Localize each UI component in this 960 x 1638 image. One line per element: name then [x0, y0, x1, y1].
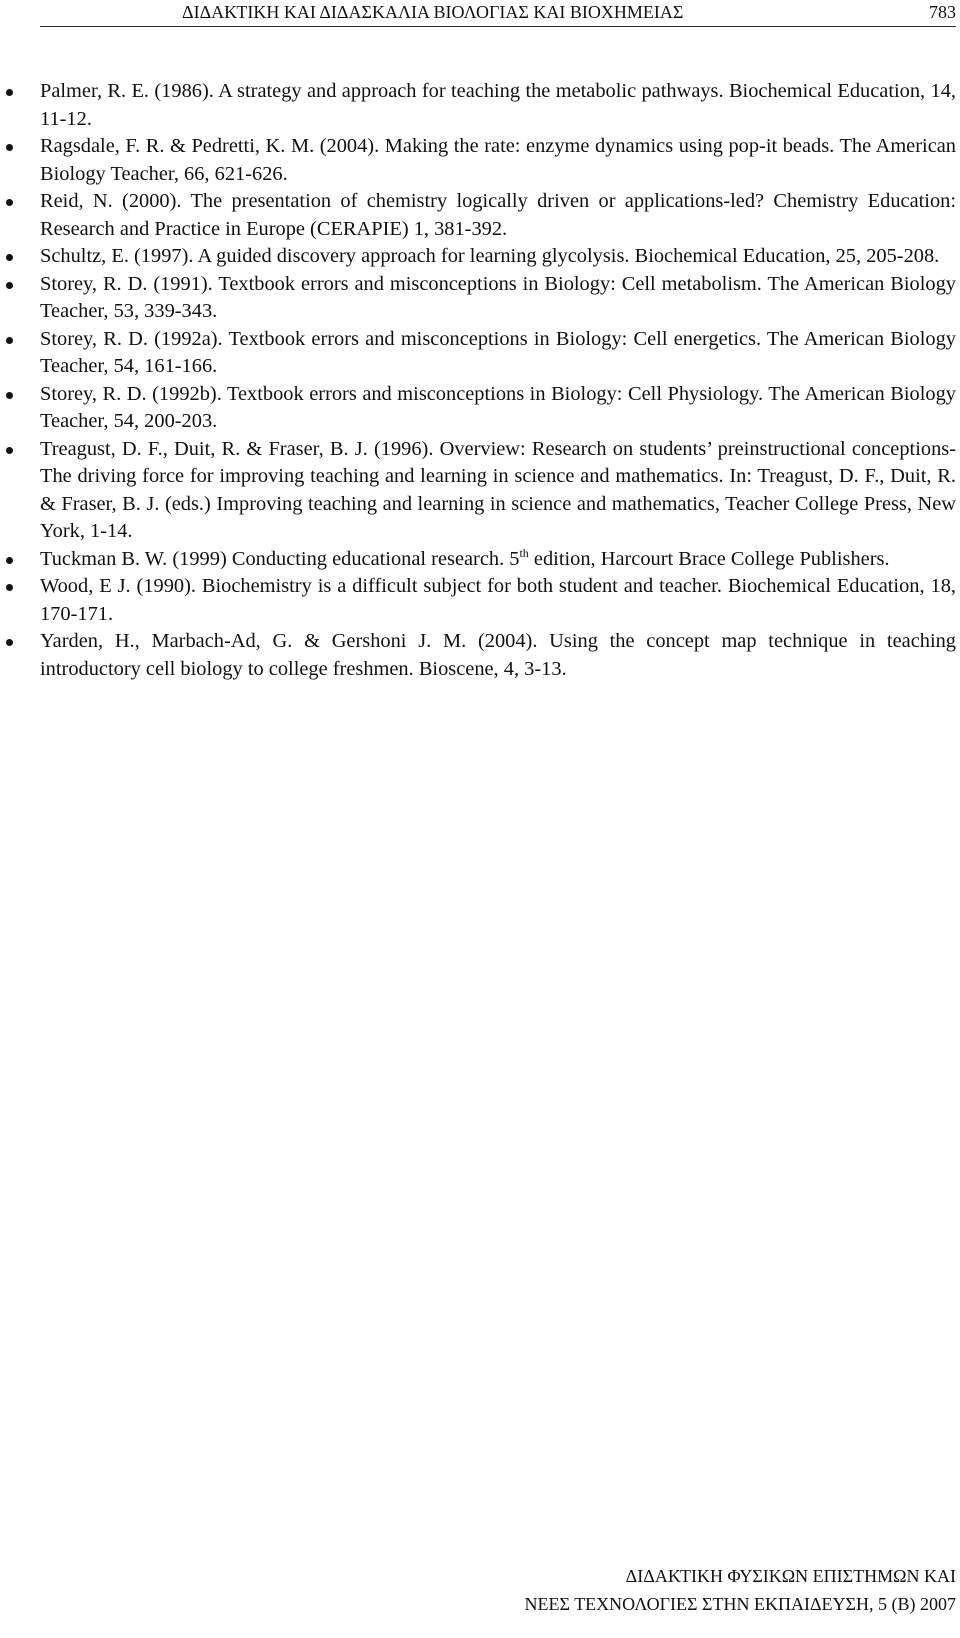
bullet-icon [6, 254, 13, 261]
reference-list [40, 78, 956, 683]
reference-text: Storey, R. D. (1992a). Textbook errors and misconceptions in Biology: Cell energetics. The American Biology Teacher, 54, 161-166. [40, 327, 956, 377]
bullet-icon [6, 337, 13, 344]
ordinal-superscript: th [519, 545, 529, 560]
reference-item [40, 326, 956, 381]
reference-text: Ragsdale, F. R. & Pedretti, K. M. (2004). Making the rate: enzyme dynamics using pop-it beads. The American Biology Teacher, 66, 621-626. [40, 135, 956, 185]
bullet-icon [6, 89, 13, 96]
bullet-icon [6, 144, 13, 151]
reference-item [40, 436, 956, 546]
reference-text: Palmer, R. E. (1986). A strategy and approach for teaching the metabolic pathways. Biochemical Education, 14, 11-12. [40, 80, 956, 130]
reference-text-part: edition, Harcourt Brace College Publishers. [528, 547, 890, 570]
reference-text: Schultz, E. (1997). A guided discovery approach for learning glycolysis. Biochemical Education, 25, 205-208. [40, 245, 940, 267]
bullet-icon [6, 282, 13, 289]
reference-item [40, 243, 956, 271]
reference-item [40, 573, 956, 628]
bullet-icon [6, 584, 13, 591]
reference-item [40, 133, 956, 188]
bullet-icon [6, 447, 13, 454]
reference-text-part: Tuckman B. W. (1999) Conducting educational research. 5 [40, 547, 520, 570]
reference-item [40, 546, 956, 574]
reference-text: Storey, R. D. (1991). Textbook errors and misconceptions in Biology: Cell metabolism. The American Biology Teacher, 53, 339-343. [40, 272, 956, 322]
header-title: ΔΙΔΑΚΤΙΚΗ ΚΑΙ ΔΙΔΑΣΚΑΛΙΑ ΒΙΟΛΟΓΙΑΣ ΚΑΙ ΒΙΟΧΗΜΕΙΑΣ [182, 2, 684, 22]
reference-item [40, 381, 956, 436]
bullet-icon [6, 199, 13, 206]
bullet-icon [6, 639, 13, 646]
running-header [40, 0, 956, 27]
page-number: 783 [929, 2, 956, 22]
reference-text: Storey, R. D. (1992b). Textbook errors and misconceptions in Biology: Cell Physiology. The American Biology Teacher, 54, 200-203. [40, 382, 956, 432]
running-footer [525, 1562, 956, 1618]
footer-journal-issue: ΝΕΕΣ ΤΕΧΝΟΛΟΓΙΕΣ ΣΤΗΝ ΕΚΠΑΙΔΕΥΣΗ, 5 (Β) 2007 [524, 1594, 956, 1614]
bullet-icon [6, 557, 13, 564]
reference-item [40, 271, 956, 326]
bullet-icon [6, 392, 13, 399]
footer-journal-title: ΔΙΔΑΚΤΙΚΗ ΦΥΣΙΚΩΝ ΕΠΙΣΤΗΜΩΝ ΚΑΙ [625, 1566, 956, 1586]
reference-item [40, 188, 956, 243]
reference-item [40, 78, 956, 133]
reference-text: Treagust, D. F., Duit, R. & Fraser, B. J. (1996). Overview: Research on students’ preinstructional conceptions-The driving force for improving teaching and learning in science and mathematics. In: Treagust, D. F., Duit, R. & Fraser, B. J. (eds.) Improving teaching and learning in science and mathematics, Teacher College Press, New York, 1-14. [40, 437, 956, 542]
reference-text: Reid, N. (2000). The presentation of chemistry logically driven or applications-led? Chemistry Education: Research and Practice in Europe (CERAPIE) 1, 381-392. [40, 190, 956, 240]
reference-text: Wood, E J. (1990). Biochemistry is a difficult subject for both student and teacher. Biochemical Education, 18, 170-171. [40, 575, 956, 625]
reference-text [40, 545, 890, 570]
reference-item [40, 628, 956, 683]
reference-text: Yarden, H., Marbach-Ad, G. & Gershoni J. M. (2004). Using the concept map technique in teaching introductory cell biology to college freshmen. Bioscene, 4, 3-13. [40, 630, 956, 680]
